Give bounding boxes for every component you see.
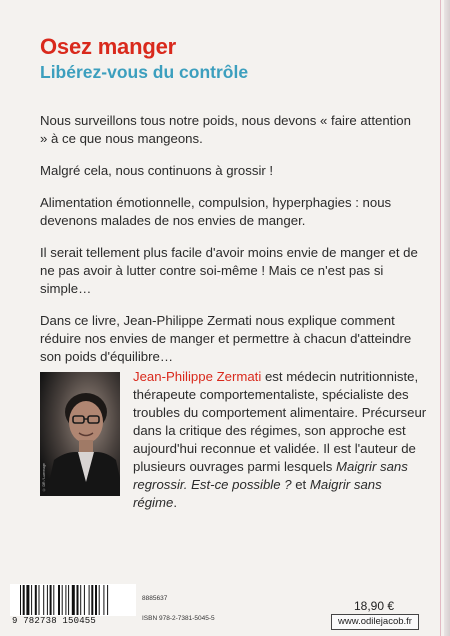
- barcode-bar: [91, 585, 93, 615]
- author-bio: [133, 368, 429, 512]
- barcode-bar: [95, 585, 97, 615]
- barcode-bar: [99, 585, 100, 615]
- author-portrait-icon: [40, 372, 120, 496]
- isbn: ISBN 978-2-7381-5045-5: [142, 615, 215, 622]
- barcode-number: 9 782738 150455: [12, 616, 97, 626]
- barcode-bar: [72, 585, 75, 615]
- bio-text-2: et: [291, 477, 310, 492]
- book-reference-2: Maigrir sans régime: [133, 477, 382, 510]
- blurb: [40, 112, 418, 380]
- blurb-paragraph-3: Alimentation émotionnelle, compulsion, hyperphagies : nous devenons malades de nos envies de manger.: [40, 195, 392, 228]
- barcode-bar: [47, 585, 48, 615]
- book-subtitle: Libérez-vous du contrôle: [40, 62, 249, 82]
- barcode-bar: [26, 585, 29, 615]
- barcode-bar: [39, 585, 40, 615]
- barcode-bar: [58, 585, 60, 615]
- price: 18,90 €: [354, 599, 395, 613]
- photo-credit: © DR / Lummage: [42, 463, 46, 492]
- product-code: 8885637: [142, 595, 168, 602]
- barcode-bar: [84, 585, 85, 615]
- barcode-bar: [62, 585, 63, 615]
- author-photo: [40, 372, 120, 496]
- barcode-bar: [20, 585, 21, 615]
- book-reference-1: Maigrir sans regrossir. Est-ce possible ?: [133, 459, 408, 492]
- barcode-bar: [107, 585, 108, 615]
- barcode-bar: [89, 585, 90, 615]
- edge-line: [440, 0, 441, 636]
- barcode-bar: [35, 585, 37, 615]
- barcode-bar: [50, 585, 52, 615]
- barcode-bar: [103, 585, 104, 615]
- barcode-bar: [23, 585, 25, 615]
- book-title: Osez manger: [40, 34, 176, 59]
- barcode-bar: [43, 585, 44, 615]
- blurb-paragraph-4: Il serait tellement plus facile d'avoir moins envie de manger et de ne pas avoir à lutter contre soi-même ! Mais ce n'est pas si simple…: [40, 245, 418, 296]
- barcode-bar: [65, 585, 66, 615]
- bio-text-1: est médecin nutritionniste, thérapeute comportementaliste, spécialiste des troubles du comportement alimentaire. Précurseur dans la critique des régimes, son approche est aujourd'hui reconnue et validée. Il est l'auteur de plusieurs ouvrages parmi lesquels: [133, 369, 427, 474]
- publisher-website[interactable]: www.odilejacob.fr: [331, 614, 419, 630]
- cover-edge: [444, 0, 450, 636]
- blurb-paragraph-5: Dans ce livre, Jean-Philippe Zermati nous explique comment réduire nos envies de manger et permettre à chacun d'atteindre son poids d'équilibre…: [40, 313, 412, 364]
- author-name: Jean-Philippe Zermati: [133, 369, 262, 384]
- barcode-bar: [77, 585, 79, 615]
- barcode-bar: [68, 585, 69, 615]
- barcode-icon: [10, 584, 136, 616]
- barcode-bar: [53, 585, 54, 615]
- blurb-paragraph-2: Malgré cela, nous continuons à grossir !: [40, 163, 274, 178]
- barcode-bar: [31, 585, 32, 615]
- bio-text-3: .: [173, 495, 177, 510]
- blurb-paragraph-1: Nous surveillons tous notre poids, nous devons « faire attention » à ce que nous mangeons.: [40, 113, 411, 146]
- barcode-bar: [80, 585, 81, 615]
